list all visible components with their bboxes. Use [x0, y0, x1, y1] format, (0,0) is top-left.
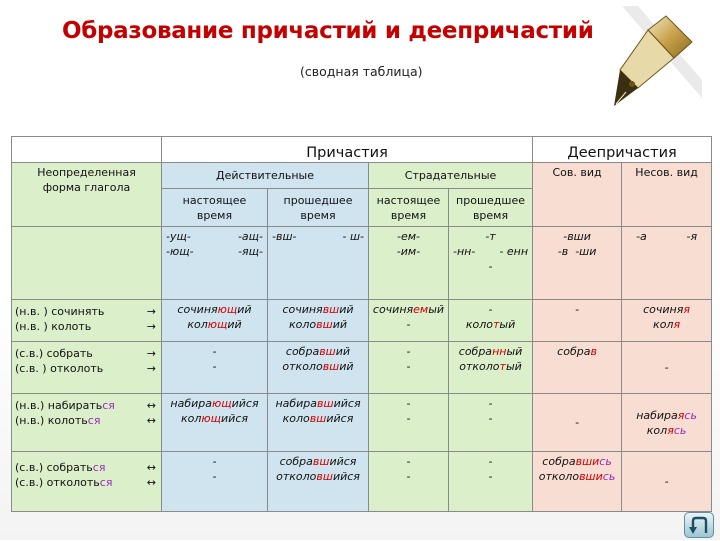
return-button[interactable] — [684, 512, 714, 538]
table-row — [12, 342, 712, 394]
cell: - - — [162, 452, 268, 512]
cell: - - — [369, 342, 449, 394]
cell: набирающийся колющийся — [162, 394, 268, 452]
cell: - колотый — [449, 300, 533, 342]
cell: собранный отколотый — [449, 342, 533, 394]
return-arrow-icon — [685, 513, 713, 537]
header-pass-present: настоящее время — [369, 189, 449, 227]
suffix-row-label — [12, 227, 162, 300]
conjugation-table — [11, 136, 712, 512]
header-nesov-vid: Несов. вид — [622, 163, 712, 227]
cell: - - — [162, 342, 268, 394]
verb-cell: (с.в.) собрать → (с.в. ) отколоть → — [12, 342, 162, 394]
verb-cell: (с.в.) собраться ↔ (с.в.) отколоться ↔ — [12, 452, 162, 512]
suffix-act-present: -ущ- -ащ- -ющ- -ящ- — [162, 227, 268, 300]
cell: сочиняющий колющий — [162, 300, 268, 342]
header-prichastiya: Причастия — [162, 137, 533, 163]
suffix-nesov: -а -я — [622, 227, 712, 300]
cell: сочиняя коля — [622, 300, 712, 342]
page-title: Образование причастий и деепричастий — [62, 18, 594, 44]
cell: - - — [449, 452, 533, 512]
cell: - — [533, 300, 622, 342]
table-row — [12, 300, 712, 342]
cell: - - — [449, 394, 533, 452]
cell: собравшись отколовшись — [533, 452, 622, 512]
cell: - — [622, 452, 712, 512]
table-row — [12, 394, 712, 452]
verb-cell: (н.в. ) сочинять → (н.в. ) колоть → — [12, 300, 162, 342]
suffix-act-past: -вш- - ш- — [268, 227, 369, 300]
cell: - - — [369, 452, 449, 512]
cell: сочиняемый - — [369, 300, 449, 342]
header-sov-vid: Сов. вид — [533, 163, 622, 227]
header-infinitive — [12, 163, 162, 227]
page-subtitle: (сводная таблица) — [300, 64, 423, 79]
cell: сочинявший коловший — [268, 300, 369, 342]
cell: - — [622, 342, 712, 394]
suffix-pass-present: -ем- -им- — [369, 227, 449, 300]
header-act-present: настоящее время — [162, 189, 268, 227]
header-infinitive-line1: Неопределенная — [37, 166, 136, 179]
cell: набираясь колясь — [622, 394, 712, 452]
cell: - - — [369, 394, 449, 452]
fountain-pen-icon — [608, 6, 702, 110]
header-infinitive-line2: форма глагола — [42, 181, 131, 194]
header-act-past: прошедшее время — [268, 189, 369, 227]
cell: набиравшийся коловшийся — [268, 394, 369, 452]
header-pass-past: прошедшее время — [449, 189, 533, 227]
suffix-pass-past: -т -нн- - енн - — [449, 227, 533, 300]
corner-cell — [12, 137, 162, 163]
header-deystvitelnye: Действительные — [162, 163, 369, 189]
cell: собравший отколовший — [268, 342, 369, 394]
cell: собравшийся отколовшийся — [268, 452, 369, 512]
header-stradatelnye: Страдательные — [369, 163, 533, 189]
cell: - — [533, 394, 622, 452]
verb-cell: (н.в.) набираться ↔ (н.в.) колоться ↔ — [12, 394, 162, 452]
cell: собрав — [533, 342, 622, 394]
header-deeprichastiya: Деепричастия — [533, 137, 712, 163]
suffix-sov: -вши -в -ши — [533, 227, 622, 300]
table-row — [12, 452, 712, 512]
